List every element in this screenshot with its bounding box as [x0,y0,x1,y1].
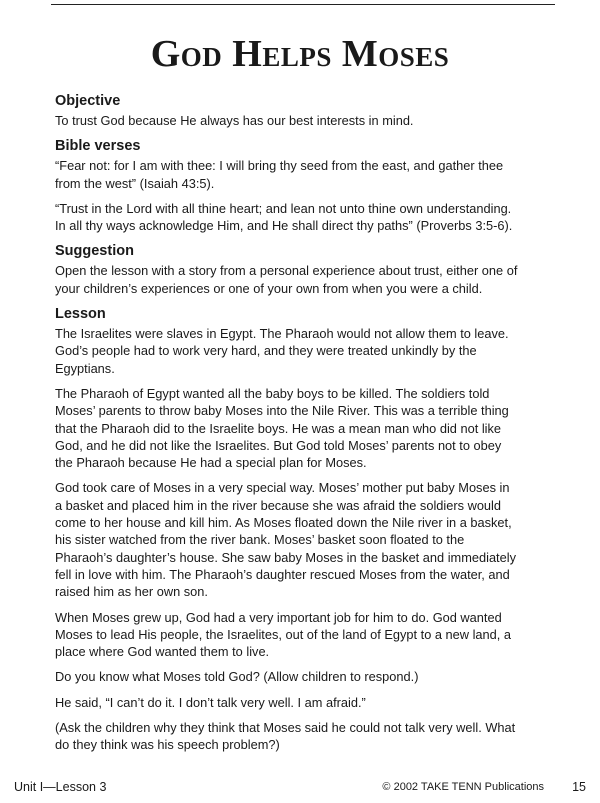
paragraph: “Fear not: for I am with thee: I will bring thy seed from the east, and gather thee from the west” (Isaiah 43:5). [55,158,504,191]
section-suggestion [55,242,520,297]
paragraph: The Pharaoh of Egypt wanted all the baby boys to be killed. The soldiers told Moses’ parents to throw baby Moses into the Nile River. This was a terrible thing that the Pharaoh did to the Israelite boys. He was a mean man who did not like God, and he did not like the Israelites. But God told Moses’ parents not to obey the Pharaoh because He had a special plan for Moses. [55,385,509,471]
copyright-notice: © 2002 TAKE TENN Publications [382,781,544,793]
paragraph: “Trust in the Lord with all thine heart; and lean not unto thine own understanding. In all thy ways acknowledge Him, and He shall direct thy paths” (Proverbs 3:5-6). [55,200,513,234]
paragraph: God took care of Moses in a very special way. Moses’ mother put baby Moses in a basket and placed him in the river because she was afraid the soldiers would come to her house and kill him. As Moses floated down the Nile river in a basket, his sister watched from the river bank. Moses’ basket soon floated to the Pharaoh’s daughter’s house. She saw baby Moses in the basket and immediately fell in love with him. The Pharaoh’s daughter rescued Moses from the water, and raised him as her own son. [55,480,516,600]
section-heading: Suggestion [55,243,134,260]
unit-lesson-label: Unit I—Lesson 3 [14,780,107,794]
paragraph: Do you know what Moses told God? (Allow children to respond.) [55,669,419,685]
section-heading: Lesson [55,306,106,323]
section-heading: Objective [55,93,121,109]
paragraph: (Ask the children why they think that Moses said he could not talk very well. What do they think was his speech problem?) [55,720,516,753]
paragraph: He said, “I can’t do it. I don’t talk very well. I am afraid.” [55,694,366,710]
paragraph: Open the lesson with a story from a personal experience about trust, either one of your children’s experiences or one of your own from when you were a child. [55,263,518,296]
section-heading: Bible verses [55,138,141,155]
paragraph: When Moses grew up, God had a very important job for him to do. God wanted Moses to lead His people, the Israelites, out of the land of Egypt to a new land, a place where God wanted them to live. [55,609,511,660]
lesson-content [55,92,520,762]
page-number: 15 [572,780,586,794]
section-bible-verses [55,137,520,234]
paragraph: To trust God because He always has our best interests in mind. [55,113,414,128]
top-rule [51,4,555,5]
paragraph: The Israelites were slaves in Egypt. The Pharaoh would not allow them to leave. God’s people had to work very hard, and they were treated unkindly by the Egyptians. [55,326,509,376]
page-title: God Helps Moses [150,33,450,75]
page-footer [14,780,586,798]
section-lesson [55,305,520,754]
section-objective [55,92,520,129]
